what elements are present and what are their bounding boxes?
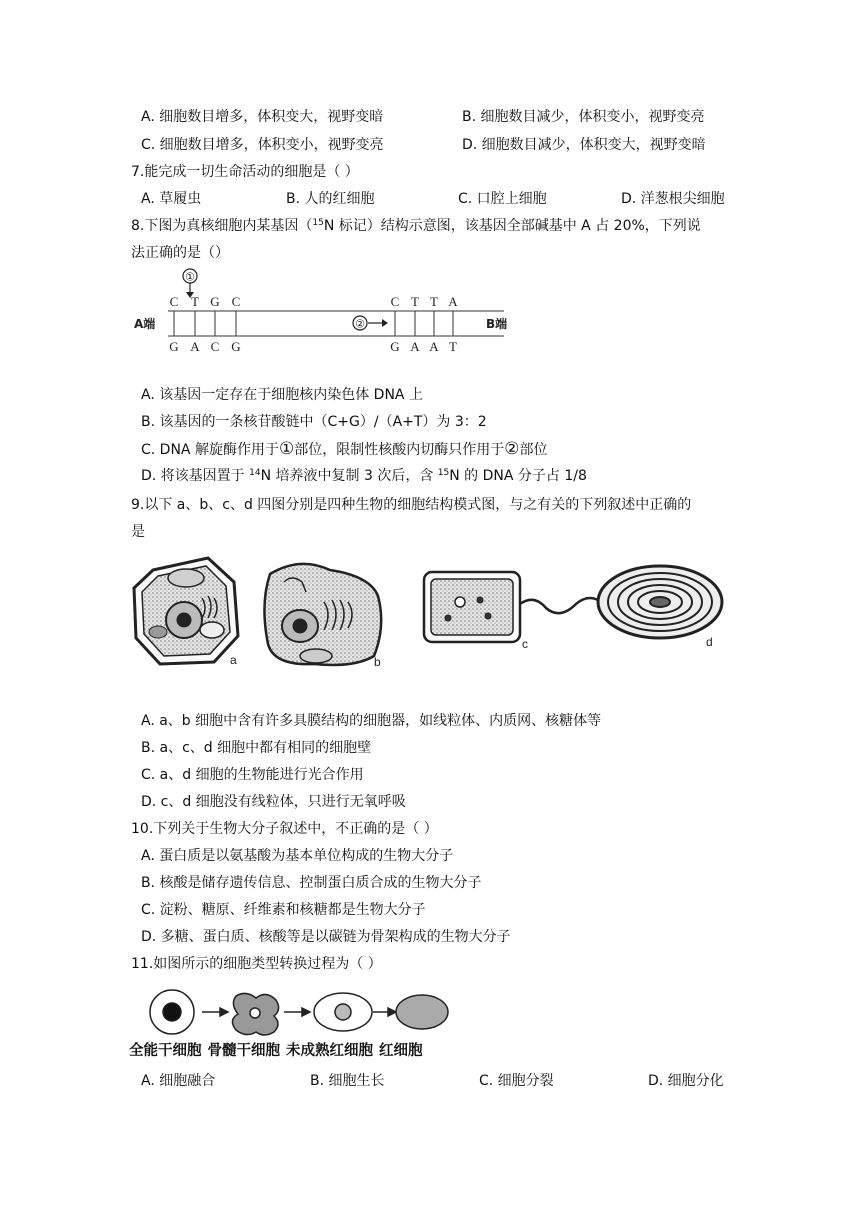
- top-right-base-3: T: [430, 294, 438, 309]
- q10-option-b: B. 核酸是储存遗传信息、控制蛋白质合成的生物大分子: [141, 875, 482, 891]
- q8-dna-figure: [132, 266, 522, 358]
- q11-option-d: D. 细胞分化: [648, 1073, 724, 1089]
- top-right-base-2: T: [411, 294, 419, 309]
- q10-option-d: D. 多糖、蛋白质、核酸等是以碳链为骨架构成的生物大分子: [141, 929, 511, 945]
- cell-b-label: b: [374, 655, 381, 669]
- q8-option-a: A. 该基因一定存在于细胞核内染色体 DNA 上: [141, 387, 423, 403]
- label-immature-rbc: 未成熟红细胞: [286, 1043, 373, 1059]
- q9-stem-line1: 9.以下 a、b、c、d 四图分别是四种生物的细胞结构模式图，与之有关的下列叙述中正确的: [131, 497, 692, 513]
- top-right-base-1: C: [390, 294, 400, 309]
- q10-option-c: C. 淀粉、糖原、纤维素和核糖都是生物大分子: [141, 902, 426, 918]
- b-end-label: B端: [486, 317, 508, 331]
- label-rbc: 红细胞: [379, 1043, 423, 1059]
- q9-option-d: D. c、d 细胞没有线粒体，只进行无氧呼吸: [141, 794, 406, 810]
- marker-2-label: ②: [355, 318, 365, 331]
- bottom-left-base-1: G: [169, 339, 179, 354]
- label-totipotent: 全能干细胞: [129, 1043, 202, 1059]
- cell-d-cyanobacterium: [598, 566, 722, 649]
- q11-option-b: B. 细胞生长: [310, 1073, 385, 1089]
- q9-option-c: C. a、d 细胞的生物能进行光合作用: [141, 767, 364, 783]
- q9-option-a: A. a、b 细胞中含有许多具膜结构的细胞器，如线粒体、内质网、核糖体等: [141, 713, 602, 729]
- label-bone-marrow: 骨髓干细胞: [207, 1043, 280, 1059]
- q8-option-b: B. 该基因的一条核苷酸链中（C+G）/（A+T）为 3：2: [141, 414, 487, 430]
- q7-option-d: D. 洋葱根尖细胞: [621, 191, 725, 207]
- bottom-left-base-3: C: [210, 339, 220, 354]
- q8-stem-line1: 8.下图为真核细胞内某基因（$^{15}$N 标记）结构示意图，该基因全部碱基中 A 占 20%，下列说: [131, 218, 701, 234]
- q6-option-a: A. 细胞数目增多，体积变大，视野变暗: [141, 109, 384, 125]
- bottom-right-base-3: A: [429, 339, 439, 354]
- bottom-left-base-4: G: [231, 339, 241, 354]
- q9-option-b: B. a、c、d 细胞中都有相同的细胞壁: [141, 740, 372, 756]
- cell-c-label: c: [522, 637, 528, 651]
- q8-stem-line2: 法正确的是（）: [131, 245, 229, 261]
- bottom-right-base-2: A: [410, 339, 420, 354]
- cell-a-plant: [134, 558, 238, 664]
- red-blood-cell: [396, 995, 448, 1029]
- q8-option-c: C. DNA 解旋酶作用于①部位，限制性核酸内切酶只作用于②部位: [141, 439, 548, 459]
- q6-option-c: C. 细胞数目增多，体积变小，视野变亮: [141, 137, 384, 153]
- q11-cell-transition-figure: [140, 986, 450, 1036]
- top-left-base-3: G: [210, 294, 220, 309]
- q6-option-b: B. 细胞数目减少，体积变小，视野变亮: [462, 109, 705, 125]
- q9-stem-line2: 是: [131, 524, 145, 540]
- q11-stem: 11.如图所示的细胞类型转换过程为（ ）: [131, 956, 382, 972]
- bottom-right-base-1: G: [390, 339, 400, 354]
- q10-stem: 10.下列关于生物大分子叙述中，不正确的是（ ）: [131, 821, 438, 837]
- bottom-right-base-4: T: [449, 339, 457, 354]
- marker-1-label: ①: [185, 271, 195, 284]
- top-right-base-4: A: [448, 294, 458, 309]
- top-left-base-4: C: [231, 294, 241, 309]
- q8-option-d: D. 将该基因置于 $^{14}$N 培养液中复制 3 次后，含 $^{15}$N 的 DNA 分子占 1/8: [141, 468, 587, 484]
- q7-option-a: A. 草履虫: [141, 191, 202, 207]
- q7-option-c: C. 口腔上细胞: [458, 191, 547, 207]
- q9-cell-figures: [128, 552, 732, 676]
- cell-b-animal: [264, 564, 381, 669]
- cell-c-bacterium: [424, 572, 604, 651]
- q7-stem: 7.能完成一切生命活动的细胞是（ ）: [131, 164, 359, 180]
- q11-option-a: A. 细胞融合: [141, 1073, 216, 1089]
- top-left-base-2: T: [191, 294, 199, 309]
- q6-option-d: D. 细胞数目减少，体积变大，视野变暗: [462, 137, 706, 153]
- q7-option-b: B. 人的红细胞: [286, 191, 375, 207]
- q11-cell-labels: [129, 1041, 423, 1061]
- cell-d-label: d: [706, 635, 713, 649]
- cell-a-label: a: [230, 653, 237, 667]
- q10-option-a: A. 蛋白质是以氨基酸为基本单位构成的生物大分子: [141, 848, 454, 864]
- q11-option-c: C. 细胞分裂: [479, 1073, 554, 1089]
- a-end-label: A端: [134, 317, 156, 331]
- bottom-left-base-2: A: [190, 339, 200, 354]
- top-left-base-1: C: [169, 294, 179, 309]
